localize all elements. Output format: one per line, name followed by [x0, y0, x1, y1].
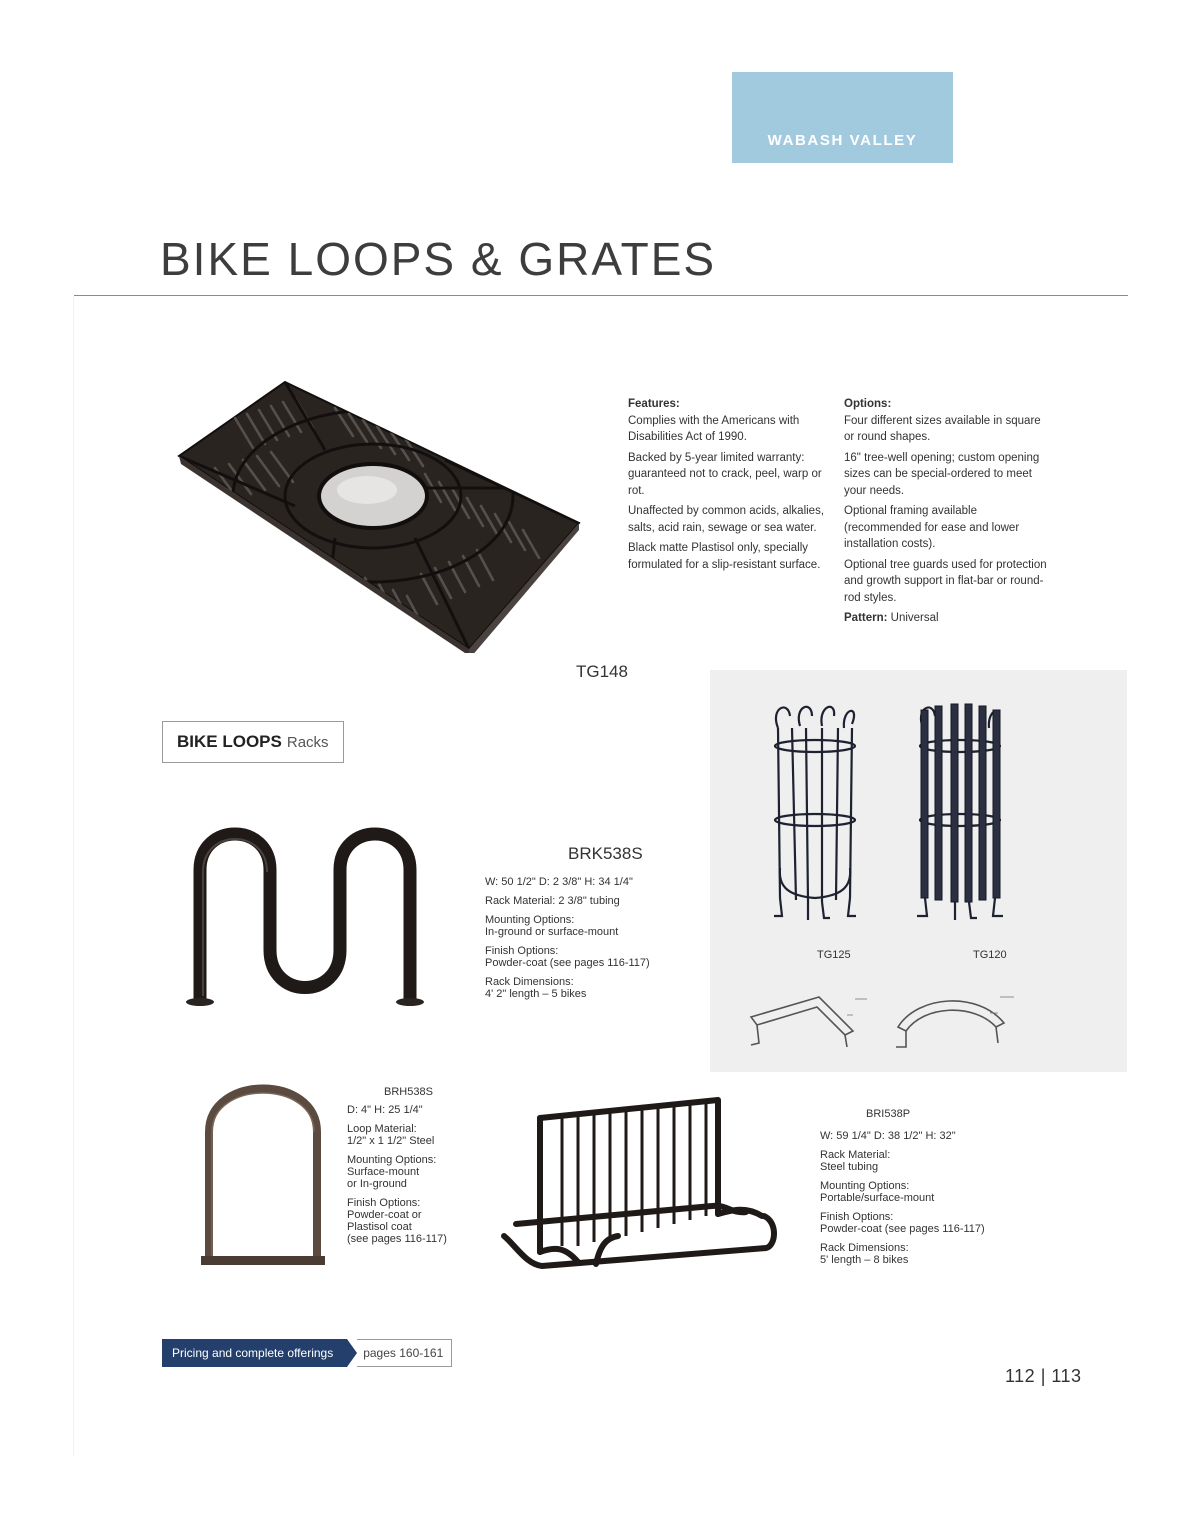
bri538p-rack-image: [496, 1096, 781, 1276]
spec-line: Steel tubing: [820, 1161, 879, 1173]
tg125-frame-diagram: [745, 985, 875, 1057]
spec-line: Mounting Options:: [347, 1154, 437, 1166]
spec-line: Powder-coat (see pages 116-117): [820, 1223, 985, 1235]
spec-line: Rack Dimensions:: [485, 976, 574, 988]
features-list: [628, 396, 828, 577]
title-divider: [74, 295, 1128, 296]
spec-line: Finish Options:: [820, 1211, 894, 1223]
tg125-code: TG125: [817, 949, 851, 961]
bike-loops-section-label: [162, 721, 344, 763]
bri538p-code: BRI538P: [866, 1108, 911, 1120]
spec-line: Surface-mount: [347, 1166, 420, 1178]
options-heading: Options:: [844, 398, 892, 410]
pattern-label: Pattern:: [844, 612, 888, 624]
spec-line: Rack Dimensions:: [820, 1242, 909, 1254]
spec-line: Powder-coat or: [347, 1209, 422, 1221]
brand-tab: [732, 72, 953, 163]
pattern-line: [844, 610, 1049, 627]
spec-line: (see pages 116-117): [347, 1233, 447, 1245]
spec-line: W: 59 1/4" D: 38 1/2" H: 32": [820, 1130, 956, 1142]
feature-item: Black matte Plastisol only, specially formulated for a slip-resistant surface.: [628, 542, 821, 571]
section-subtitle: Racks: [286, 733, 329, 751]
spec-line: or In-ground: [347, 1178, 407, 1190]
spec-line: 1/2" x 1 1/2" Steel: [347, 1135, 435, 1147]
spec-line: Mounting Options:: [485, 914, 575, 926]
section-title: BIKE LOOPS: [177, 732, 282, 751]
option-item: Four different sizes available in square or round shapes.: [844, 414, 1041, 443]
tree-guard-tg125-image: [760, 698, 870, 923]
brh538s-code: BRH538S: [384, 1086, 433, 1098]
page-gutter-line: [73, 296, 74, 1456]
spec-line: Rack Material: 2 3/8" tubing: [485, 895, 620, 907]
tg120-code: TG120: [973, 949, 1007, 961]
brk538s-code: BRK538S: [568, 844, 643, 863]
spec-line: Loop Material:: [347, 1123, 417, 1135]
features-heading: Features:: [628, 398, 680, 410]
pricing-reference: [162, 1339, 452, 1367]
pattern-value: Universal: [890, 612, 939, 624]
bri538p-specs: [820, 1130, 1020, 1273]
brk538s-specs: [485, 876, 685, 1007]
pricing-pages: pages 160-161: [357, 1339, 452, 1367]
grate-code: TG148: [576, 662, 628, 681]
page-title: BIKE LOOPS & GRATES: [160, 233, 717, 285]
brk538s-rack-image: [174, 820, 444, 1010]
spec-line: In-ground or surface-mount: [485, 926, 619, 938]
spec-line: Finish Options:: [485, 945, 559, 957]
brand-label: WABASH VALLEY: [767, 132, 918, 149]
tree-grate-image: [175, 378, 585, 653]
spec-line: Finish Options:: [347, 1197, 421, 1209]
option-item: 16" tree-well opening; custom opening sizes can be special-ordered to meet your needs.: [844, 451, 1040, 497]
option-item: Optional tree guards used for protection and growth support in flat-bar or round-rod styles.: [844, 558, 1047, 604]
option-item: Optional framing available (recommended for ease and lower installation costs).: [844, 505, 1020, 550]
spec-line: 5' length – 8 bikes: [820, 1254, 909, 1266]
spec-line: W: 50 1/2" D: 2 3/8" H: 34 1/4": [485, 876, 633, 888]
arrow-right-icon: [347, 1339, 357, 1367]
spec-line: Rack Material:: [820, 1149, 891, 1161]
spec-line: Plastisol coat: [347, 1221, 412, 1233]
feature-item: Backed by 5-year limited warranty: guaranteed not to crack, peel, warp or rot.: [628, 451, 822, 497]
spec-line: 4' 2" length – 5 bikes: [485, 988, 587, 1000]
brh538s-hoop-image: [195, 1072, 335, 1272]
pricing-label: Pricing and complete offerings: [162, 1339, 347, 1367]
spec-line: Portable/surface-mount: [820, 1192, 935, 1204]
tree-guard-tg120-image: [905, 698, 1015, 923]
spec-line: Mounting Options:: [820, 1180, 910, 1192]
spec-line: D: 4" H: 25 1/4": [347, 1104, 423, 1116]
feature-item: Complies with the Americans with Disabilities Act of 1990.: [628, 414, 800, 443]
spec-line: Powder-coat (see pages 116-117): [485, 957, 650, 969]
options-list: [844, 396, 1049, 631]
brh538s-specs: [347, 1104, 467, 1252]
tg120-frame-diagram: [888, 985, 1023, 1057]
page-numbers: 112 | 113: [1005, 1366, 1082, 1386]
feature-item: Unaffected by common acids, alkalies, salts, acid rain, sewage or sea water.: [628, 505, 825, 534]
